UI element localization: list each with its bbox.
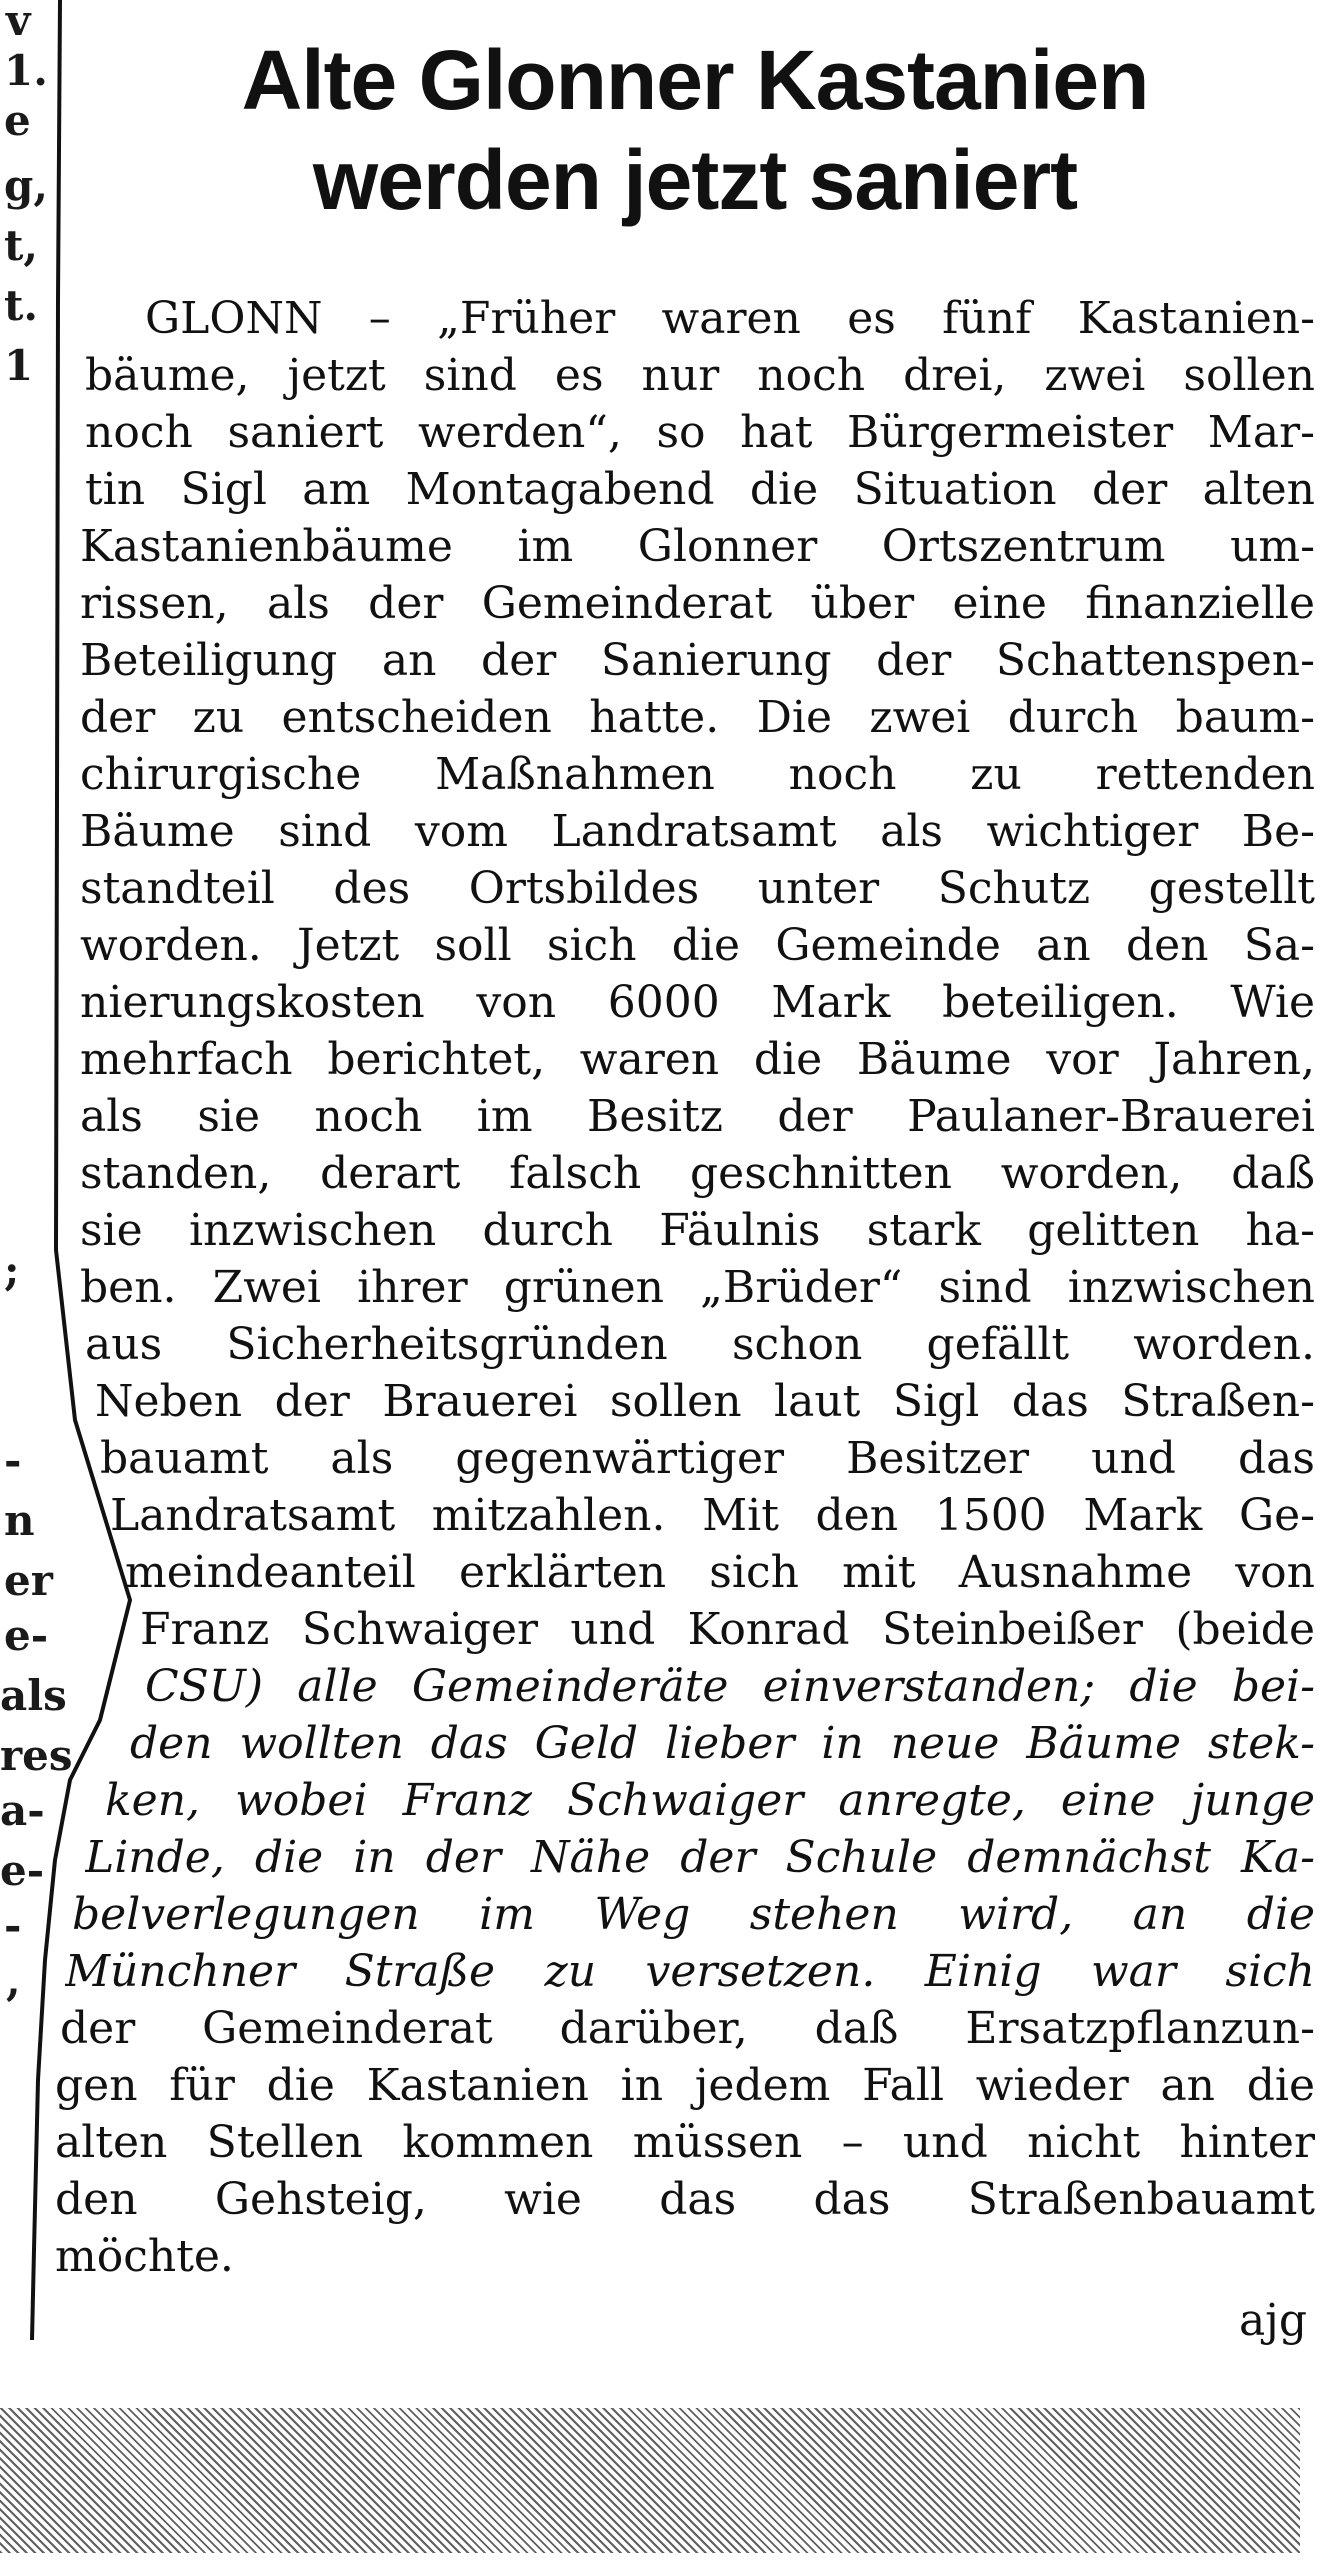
gutter-fragment: e- [4, 1611, 49, 1660]
article-line: Neben der Brauerei sollen laut Sigl das Straßen- [95, 1376, 1315, 1427]
article-line: den Gehsteig, wie das das Straßenbauamt [55, 2174, 1315, 2225]
headline [70, 30, 1320, 230]
article-line: ben. Zwei ihrer grünen „Brüder“ sind inzwischen [80, 1262, 1315, 1313]
article-line: sie inzwischen durch Fäulnis stark gelitten ha- [80, 1205, 1315, 1256]
gutter-fragment: a- [0, 1786, 45, 1835]
halftone-pattern [0, 2408, 1300, 2553]
article-line: ken, wobei Franz Schwaiger anregte, eine junge [105, 1775, 1315, 1826]
gutter-fragment: res [0, 1731, 73, 1780]
article-line: standen, derart falsch geschnitten worden, daß [80, 1148, 1315, 1199]
gutter-fragment: er [4, 1556, 53, 1605]
article-line: als sie noch im Besitz der Paulaner-Brauerei [80, 1091, 1315, 1142]
article-line: aus Sicherheitsgründen schon gefällt worden. [85, 1319, 1315, 1370]
gutter-fragment: t, [4, 221, 39, 270]
article-line: Landratsamt mitzahlen. Mit den 1500 Mark Ge- [110, 1490, 1315, 1541]
article-line: worden. Jetzt soll sich die Gemeinde an den Sa- [80, 920, 1315, 971]
gutter-fragment: - [4, 1901, 22, 1950]
gutter-fragment: ; [4, 1246, 20, 1295]
gutter-fragment: e- [0, 1846, 45, 1895]
article-line: GLONN – „Früher waren es fünf Kastanien- [145, 293, 1315, 344]
article-line: alten Stellen kommen müssen – und nicht hinter [55, 2117, 1315, 2168]
headline-line-2: werden jetzt saniert [312, 133, 1078, 227]
gutter-fragment: v [6, 0, 31, 45]
article-line: den wollten das Geld lieber in neue Bäume stek- [130, 1718, 1315, 1769]
article-line: rissen, als der Gemeinderat über eine finanzielle [80, 578, 1315, 629]
article-line: der Gemeinderat darüber, daß Ersatzpflanzun- [60, 2003, 1315, 2054]
article-line: Bäume sind vom Landratsamt als wichtiger Be- [80, 806, 1315, 857]
gutter-fragment: n [4, 1496, 35, 1545]
article-line: mehrfach berichtet, waren die Bäume vor Jahren, [80, 1034, 1315, 1085]
article-line: CSU) alle Gemeinderäte einverstanden; die bei- [145, 1661, 1315, 1712]
article-line: meindeanteil erklärten sich mit Ausnahme von [125, 1547, 1315, 1598]
article-line: noch saniert werden“, so hat Bürgermeister Mar- [85, 407, 1315, 458]
article-line: bäume, jetzt sind es nur noch drei, zwei sollen [85, 350, 1315, 401]
author-signature: ajg [1238, 2295, 1307, 2346]
gutter-fragment: 1. [4, 46, 48, 95]
article-line: chirurgische Maßnahmen noch zu rettenden [80, 749, 1315, 800]
headline-line-1: Alte Glonner Kastanien [241, 33, 1149, 127]
article-line: nierungskosten von 6000 Mark beteiligen. Wie [80, 977, 1315, 1028]
article-line: belverlegungen im Weg stehen wird, an die [72, 1889, 1315, 1940]
article-line: standteil des Ortsbildes unter Schutz gestellt [80, 863, 1315, 914]
article-line: Beteiligung an der Sanierung der Schattenspen- [80, 635, 1315, 686]
article-line: Kastanienbäume im Glonner Ortszentrum um- [80, 521, 1315, 572]
gutter-fragment: - [4, 1436, 22, 1485]
article-line: Franz Schwaiger und Konrad Steinbeißer (beide [140, 1604, 1315, 1655]
gutter-fragment: g, [4, 161, 48, 210]
article-line: bauamt als gegenwärtiger Besitzer und das [100, 1433, 1315, 1484]
gutter-fragment: , [6, 1956, 21, 2005]
gutter-fragment: als [0, 1671, 67, 1720]
article-line: tin Sigl am Montagabend die Situation der alten [85, 464, 1315, 515]
article-line: gen für die Kastanien in jedem Fall wieder an die [55, 2060, 1315, 2111]
article-line: Münchner Straße zu versetzen. Einig war sich [65, 1946, 1315, 1997]
gutter-fragment: t. [4, 281, 39, 330]
article-line: der zu entscheiden hatte. Die zwei durch baum- [80, 692, 1315, 743]
gutter-fragment: 1 [4, 341, 34, 390]
article-line: Linde, die in der Nähe der Schule demnächst Ka- [85, 1832, 1315, 1883]
gutter-fragment: e [4, 96, 31, 145]
article-line: möchte. [55, 2231, 234, 2282]
